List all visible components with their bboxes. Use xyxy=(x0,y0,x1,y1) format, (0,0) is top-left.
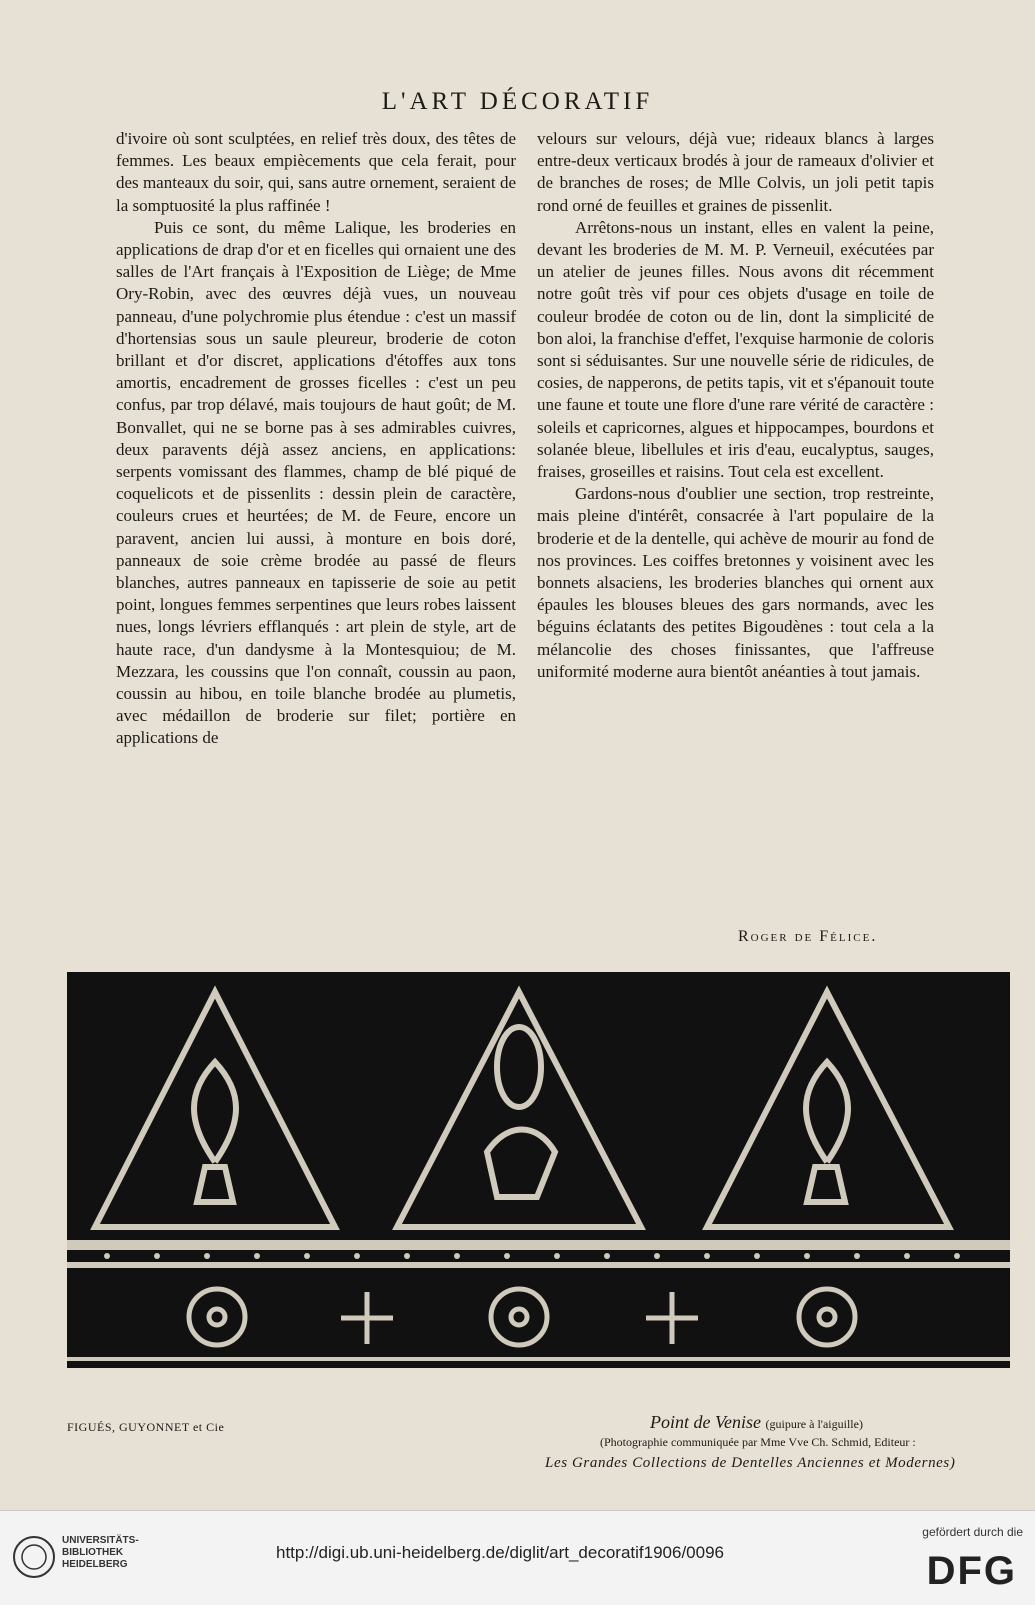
paragraph: velours sur velours, déjà vue; rideaux blancs à larges entre-deux verticaux brodés à jour de rameaux d'olivier et de branches de roses; de Mlle Colvis, un joli petit tapis rond orné de feuilles et graines de pissenlit. xyxy=(537,129,934,215)
right-column xyxy=(537,128,934,683)
funded-by-label: gefördert durch die xyxy=(922,1525,1023,1539)
source-book: Les Grandes Collections de Dentelles Anciennes et Modernes) xyxy=(545,1455,956,1471)
photo-credit: (Photographie communiquée par Mme Vve Ch. Schmid, Editeur : xyxy=(600,1435,916,1449)
lace-plate-image xyxy=(67,972,1010,1368)
university-seal-icon xyxy=(12,1535,56,1579)
paragraph: Puis ce sont, du même Lalique, les broderies en applications de drap d'or et en ficelles qui ornaient une des salles de l'Art français à l'Exposition de Liège; de Mme Ory-Robin, avec des œuvres déjà vues, un nouveau panneau, d'une polychromie plus étendue : c'est un massif d'hortensias sous un saule pleureur, broderie de coton brillant et d'or discret, applications d'étoffes aux tons amortis, encadrement de grosses ficelles : c'est un peu confus, par trop délavé, mais toujours de haut goût; de M. Bonvallet, qui ne se borne pas à ses admirables cuivres, deux paravents déjà assez anciens, en applications: serpents vomissant des flammes, champ de blé piqué de coquelicots et de pissenlits : dessin plein de caractère, couleurs crues et heurtées; de M. de Feure, encore un paravent, ancien lui aussi, à monture en bois doré, panneaux de soie crème brodée au passé de fleurs blanches, autres panneaux en tapisserie de soie au petit point, longues femmes serpentines que leurs robes laissent nues, longs lévriers efflanqués : art plein de style, art de haute race, d'un dandysme à la Montesquiou; de M. Mezzara, les coussins que l'on connaît, coussin au paon, coussin au hibou, en toile blanche brodée au plumetis, avec médaillon de broderie sur filet; portière en applications de xyxy=(116,217,516,748)
printer-credit: FIGUÉS, GUYONNET et Cie xyxy=(67,1420,225,1434)
paragraph: Arrêtons-nous un instant, elles en valent la peine, devant les broderies de M. M. P. Verneuil, exécutées par un atelier de jeunes filles. Nous avons dit récemment notre goût très vif pour ces objets d'usage en toile de couleur brodée de coton ou de lin, dont la simplicité de bon aloi, la franchise d'effet, l'exquise harmonie de coloris sont si séduisantes. Sur une nouvelle série de ridicules, de cosies, de napperons, de petits tapis, vit et s'épanouit toute une faune et toute une flore d'une rare vérité de caractère : soleils et capricornes, algues et hippocampes, bourdons et solanée bleue, libellules et iris d'eau, eucalyptus, sauges, fraises, groseilles et raisins. Tout cela est excellent. xyxy=(537,217,934,482)
plate-title: Point de Venise xyxy=(650,1412,761,1432)
dfg-logo: DFG xyxy=(926,1549,1017,1593)
library-name: UNIVERSITÄTS- BIBLIOTHEK HEIDELBERG xyxy=(62,1535,139,1570)
paragraph: Gardons-nous d'oublier une section, trop restreinte, mais pleine d'intérêt, consacrée à l'art populaire de la broderie et de la dentelle, qui achève de mourir au fond de nos provinces. Les coiffes bretonnes y voisinent avec les bonnets alsaciens, les broderies blanches qui ornent aux épaules les blouses bleues des gars normands, avec les béguins éclatants des petites Bigoudènes : tout cela a la mélancolie des choses finissantes, que l'affreuse uniformité moderne aura bientôt anéanties à tout jamais. xyxy=(537,484,934,681)
point-de-venise-lace-illustration xyxy=(67,972,1010,1368)
author-signature: Roger de Félice. xyxy=(738,928,878,945)
paragraph: d'ivoire où sont sculptées, en relief très doux, des têtes de femmes. Les beaux empiècements que cela ferait, pour des manteaux du soir, qui, sans autre ornement, seraient de la somptuosité la plus raffinée ! xyxy=(116,129,516,215)
plate-caption-title xyxy=(650,1412,863,1433)
plate-title-note: (guipure à l'aiguille) xyxy=(765,1417,863,1431)
digitization-footer xyxy=(0,1510,1035,1605)
running-title: L'ART DÉCORATIF xyxy=(381,88,654,115)
left-column xyxy=(116,128,516,750)
source-url-link[interactable]: http://digi.ub.uni-heidelberg.de/diglit/art_decoratif1906/0096 xyxy=(276,1543,724,1562)
